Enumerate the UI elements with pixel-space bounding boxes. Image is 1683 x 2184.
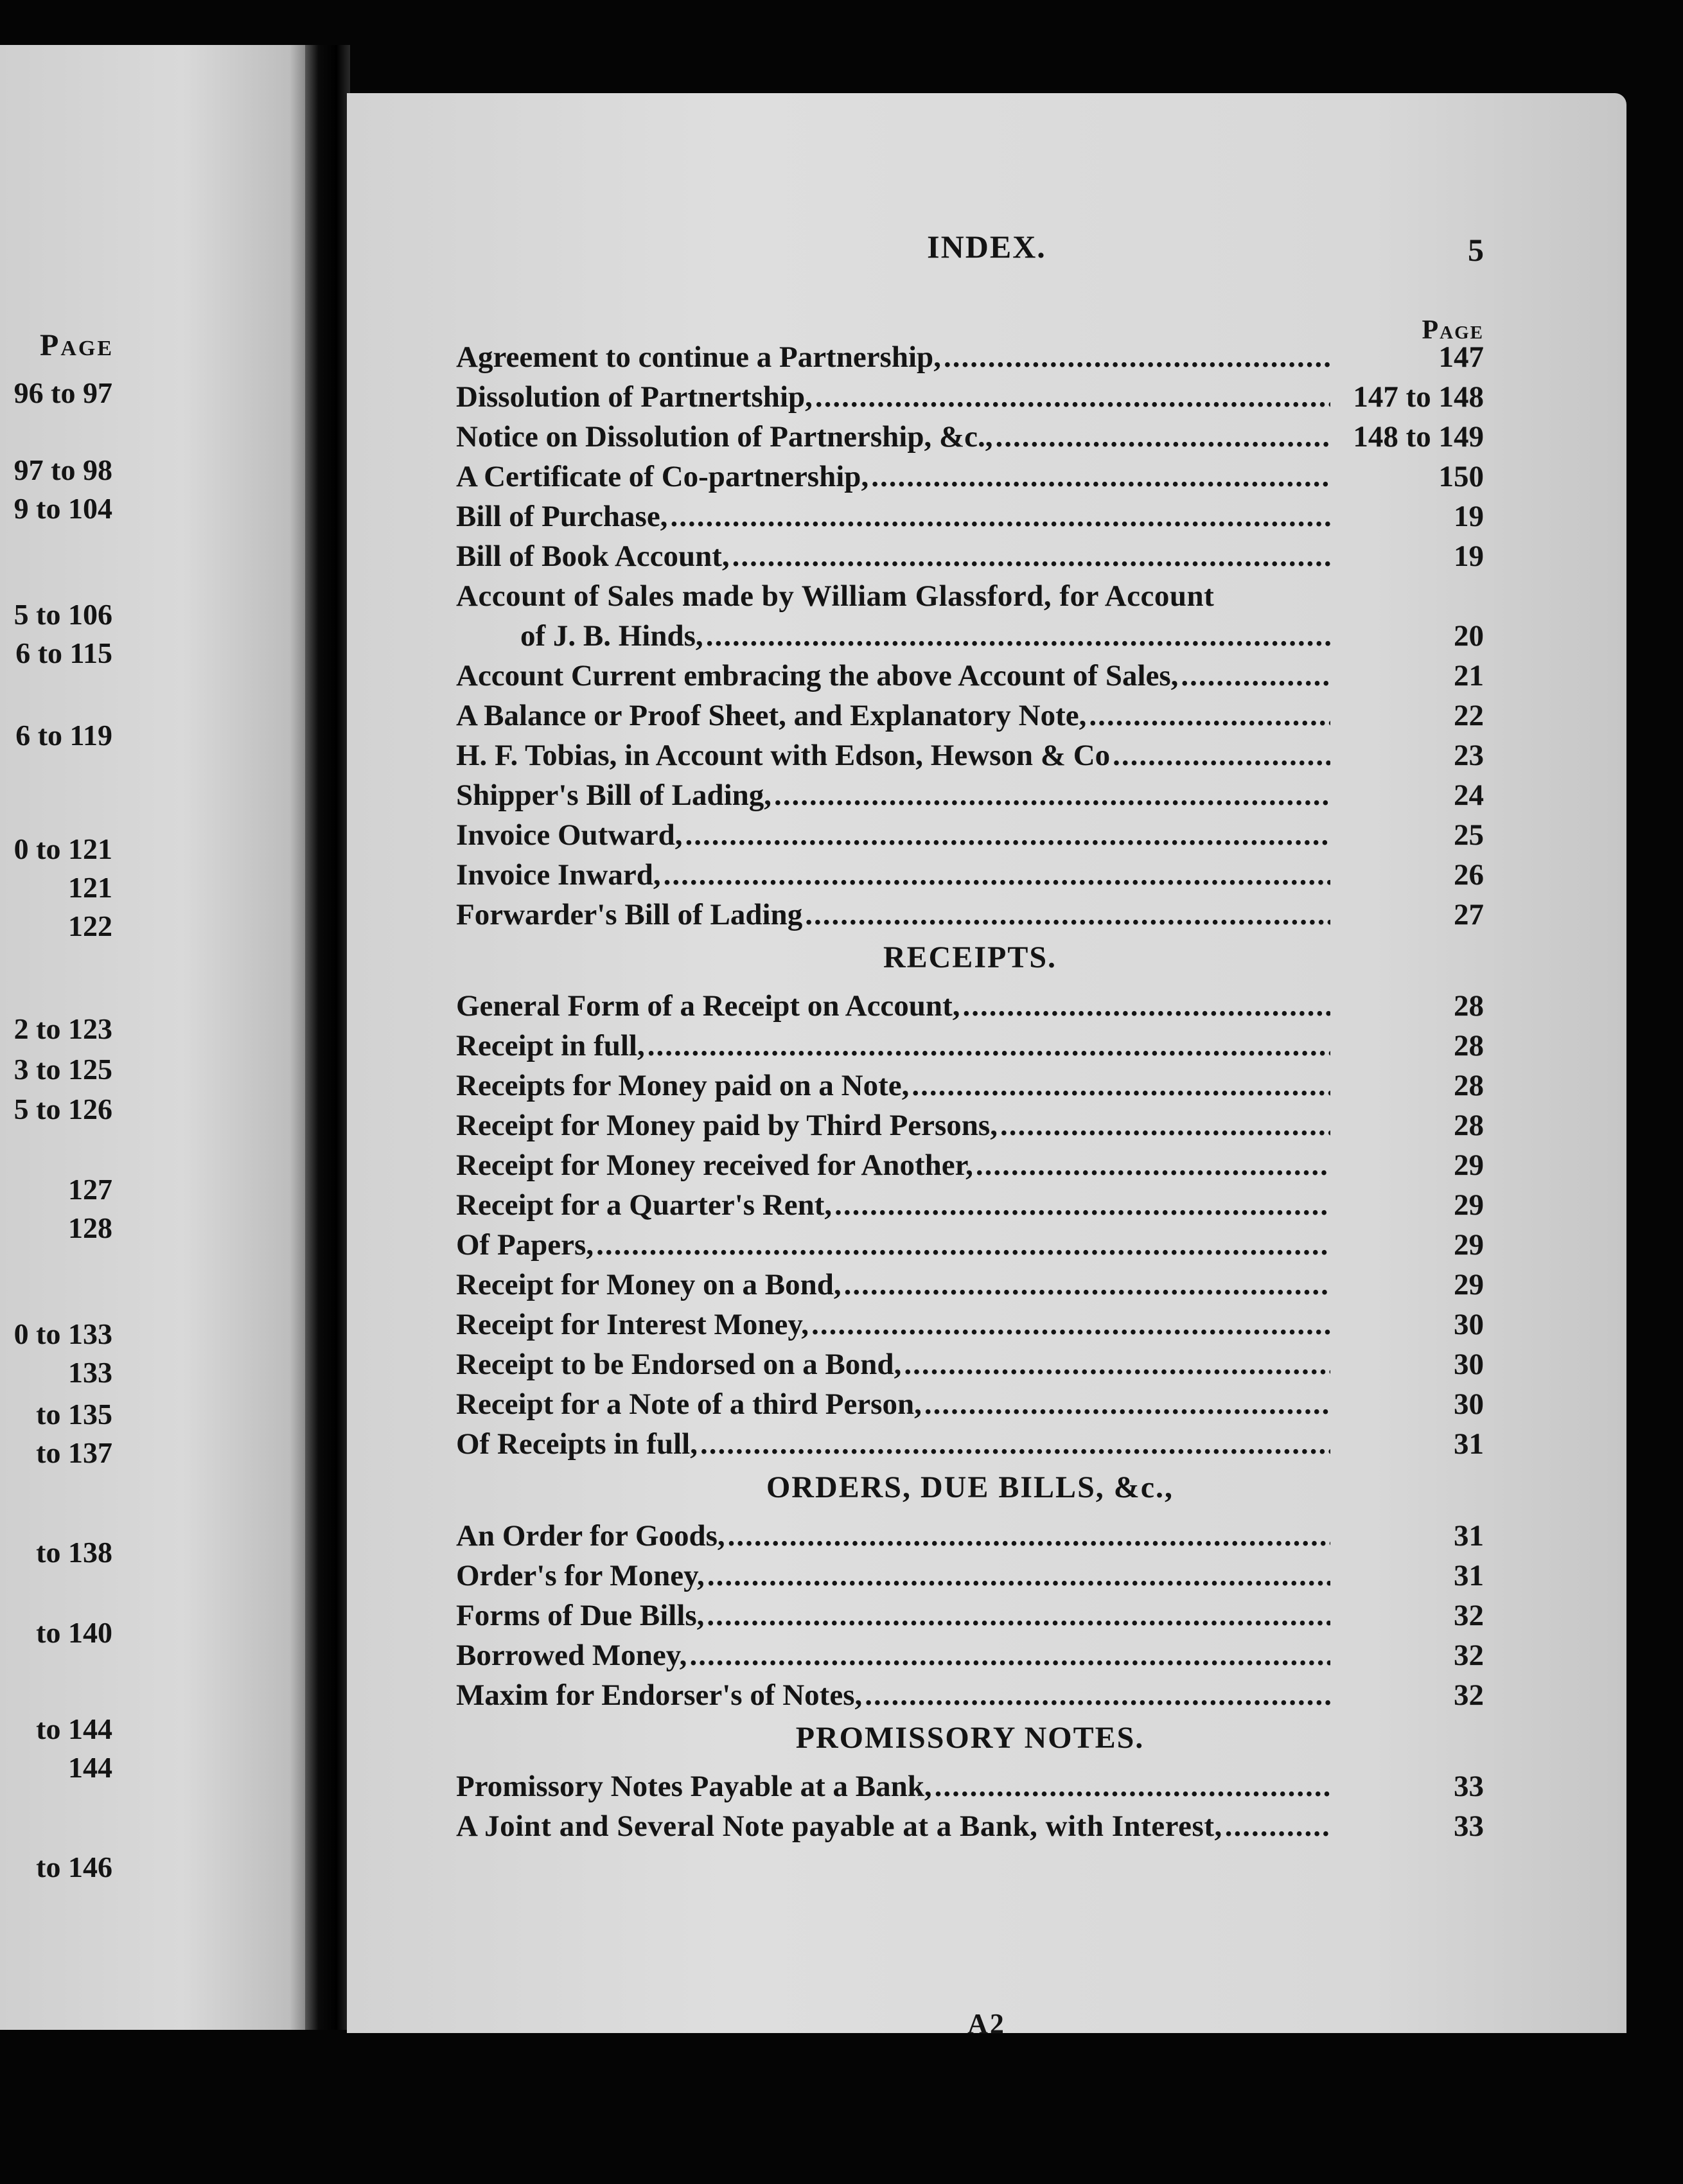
- index-entry: [456, 417, 1484, 457]
- entry-page: 29: [1454, 1149, 1484, 1182]
- dot-leader: [805, 895, 1330, 935]
- left-fragment: 3 to 125: [13, 1053, 112, 1086]
- dot-leader: [774, 775, 1330, 815]
- dot-leader: [912, 1066, 1330, 1105]
- left-fragment: 127: [68, 1173, 112, 1206]
- left-fragment: 133: [68, 1356, 112, 1389]
- dot-leader: [865, 1675, 1330, 1715]
- index-entry: [456, 576, 1484, 616]
- entry-page: 31: [1454, 1427, 1484, 1461]
- dot-leader: [732, 536, 1330, 576]
- entry-title: Receipt to be Endorsed on a Bond,: [456, 1348, 902, 1381]
- entry-page: 30: [1454, 1387, 1484, 1421]
- index-entry: [456, 536, 1484, 576]
- entry-title: Bill of Book Account,: [456, 540, 730, 573]
- dot-leader: [962, 986, 1330, 1026]
- entry-title: A Certificate of Co-partnership,: [456, 460, 869, 493]
- entry-title: Of Papers,: [456, 1228, 594, 1262]
- dot-leader: [871, 457, 1330, 497]
- index-entry: [456, 457, 1484, 497]
- entry-title: Invoice Inward,: [456, 858, 661, 892]
- entry-title: Dissolution of Partnertship,: [456, 380, 813, 414]
- dot-leader: [700, 1424, 1330, 1464]
- index-page: [347, 93, 1626, 2039]
- left-fragment: 122: [68, 910, 112, 942]
- entry-title: of J. B. Hinds,: [520, 619, 703, 653]
- left-fragment: 5 to 126: [13, 1093, 112, 1125]
- entry-page: 23: [1454, 739, 1484, 772]
- entry-title: Shipper's Bill of Lading,: [456, 779, 772, 812]
- index-entry: [456, 1675, 1484, 1715]
- running-head-text: INDEX.: [927, 229, 1046, 265]
- dot-leader: [596, 1225, 1330, 1265]
- entry-title: Account of Sales made by William Glassford, for Account: [456, 579, 1215, 613]
- entry-page: 147 to 148: [1353, 380, 1484, 414]
- dot-leader: [664, 855, 1330, 895]
- entry-title: Agreement to continue a Partnership,: [456, 340, 941, 374]
- entry-page: 29: [1454, 1188, 1484, 1222]
- entry-title: Borrowed Money,: [456, 1639, 687, 1672]
- entry-page: 28: [1454, 1069, 1484, 1102]
- index-entry: [456, 986, 1484, 1026]
- left-fragment: 6 to 119: [15, 719, 112, 752]
- entry-page: 32: [1454, 1599, 1484, 1632]
- entry-title: Of Receipts in full,: [456, 1427, 698, 1461]
- entry-page: 19: [1454, 540, 1484, 573]
- dot-leader: [1225, 1806, 1330, 1846]
- left-fragment: 6 to 115: [15, 637, 112, 669]
- index-entry: [456, 895, 1484, 935]
- index-entry: [456, 1105, 1484, 1145]
- left-page-fragments: [0, 45, 112, 2030]
- entry-page: 24: [1454, 779, 1484, 812]
- entry-title: Receipt for Interest Money,: [456, 1308, 809, 1341]
- dot-leader: [706, 616, 1330, 656]
- index-entry: [456, 1145, 1484, 1185]
- index-entry: [456, 1344, 1484, 1384]
- left-page-label: Page: [40, 328, 114, 362]
- index-entry: [456, 1026, 1484, 1066]
- index-entry: [456, 855, 1484, 895]
- index-entry: [456, 337, 1484, 377]
- entry-title: Receipts for Money paid on a Note,: [456, 1069, 910, 1102]
- running-head: [347, 228, 1626, 265]
- left-fragment: 96 to 97: [13, 376, 112, 409]
- entry-title: Account Current embracing the above Account of Sales,: [456, 659, 1179, 692]
- entry-page: 31: [1454, 1559, 1484, 1592]
- index-entry: [456, 1766, 1484, 1806]
- entry-page: 22: [1454, 699, 1484, 732]
- index-entry: [456, 1384, 1484, 1424]
- entry-page: 28: [1454, 1109, 1484, 1142]
- index-entry: [456, 1556, 1484, 1596]
- index-entry: [456, 1066, 1484, 1105]
- index-entry: [456, 377, 1484, 417]
- dot-leader: [1000, 1105, 1330, 1145]
- left-fragment: 144: [68, 1751, 112, 1784]
- index-entry: [456, 815, 1484, 855]
- entry-title: Receipt in full,: [456, 1029, 645, 1062]
- dot-leader: [976, 1145, 1330, 1185]
- entry-page: 30: [1454, 1308, 1484, 1341]
- dot-leader: [815, 377, 1330, 417]
- left-fragment: 121: [68, 871, 112, 904]
- page-number: 5: [1468, 232, 1484, 268]
- entry-title: Forwarder's Bill of Lading: [456, 898, 803, 931]
- section-heading-receipts: RECEIPTS.: [883, 940, 1057, 974]
- entry-title: Invoice Outward,: [456, 818, 683, 852]
- left-fragment: to 140: [36, 1616, 112, 1649]
- dot-leader: [1181, 656, 1330, 696]
- index-entry: [456, 1265, 1484, 1305]
- dot-leader: [1113, 735, 1330, 775]
- left-fragment: 0 to 133: [13, 1317, 112, 1350]
- entry-page: 32: [1454, 1639, 1484, 1672]
- entry-title: Receipt for Money on a Bond,: [456, 1268, 842, 1301]
- entry-title: Bill of Purchase,: [456, 500, 668, 533]
- left-fragment: 128: [68, 1211, 112, 1244]
- dot-leader: [685, 815, 1331, 855]
- entry-page: 26: [1454, 858, 1484, 892]
- dot-leader: [707, 1556, 1330, 1596]
- entry-title: Receipt for a Note of a third Person,: [456, 1387, 922, 1421]
- left-facing-page: [0, 45, 305, 2030]
- entry-page: 150: [1438, 460, 1484, 493]
- entry-page: 33: [1454, 1770, 1484, 1803]
- entry-page: 20: [1454, 619, 1484, 653]
- dot-leader: [844, 1265, 1330, 1305]
- entry-title: General Form of a Receipt on Account,: [456, 989, 960, 1023]
- dot-leader: [811, 1305, 1330, 1344]
- entry-title: Receipt for Money received for Another,: [456, 1149, 973, 1182]
- entry-title: Promissory Notes Payable at a Bank,: [456, 1770, 932, 1803]
- entry-page: 148 to 149: [1353, 420, 1484, 454]
- index-entry: [456, 1516, 1484, 1556]
- dot-leader: [944, 337, 1330, 377]
- entry-title: Maxim for Endorser's of Notes,: [456, 1678, 863, 1712]
- dot-leader: [707, 1596, 1330, 1635]
- entry-title: H. F. Tobias, in Account with Edson, Hewson & Co: [456, 739, 1111, 772]
- entry-page: 33: [1454, 1810, 1484, 1843]
- dot-leader: [924, 1384, 1330, 1424]
- signature-mark: A2: [967, 2008, 1006, 2039]
- index-entry: [456, 1596, 1484, 1635]
- entry-page: 147: [1438, 340, 1484, 374]
- entry-title: An Order for Goods,: [456, 1519, 725, 1553]
- entry-page: 29: [1454, 1268, 1484, 1301]
- left-fragment: to 146: [36, 1851, 112, 1883]
- entry-title: Receipt for Money paid by Third Persons,: [456, 1109, 998, 1142]
- left-fragment: to 137: [36, 1436, 112, 1469]
- dot-leader: [728, 1516, 1330, 1556]
- index-entry: [456, 735, 1484, 775]
- section-heading-orders: ORDERS, DUE BILLS, &c.,: [766, 1470, 1174, 1504]
- index-entry: [456, 1185, 1484, 1225]
- dot-leader: [904, 1344, 1330, 1384]
- entry-page: 28: [1454, 989, 1484, 1023]
- dot-leader: [935, 1766, 1330, 1806]
- entry-page: 32: [1454, 1678, 1484, 1712]
- left-fragment: 97 to 98: [13, 454, 112, 486]
- entry-page: 29: [1454, 1228, 1484, 1262]
- page-column-label: Page: [1422, 315, 1484, 345]
- entry-title: Order's for Money,: [456, 1559, 705, 1592]
- entry-page: 31: [1454, 1519, 1484, 1553]
- dot-leader: [689, 1635, 1330, 1675]
- dot-leader: [1089, 696, 1330, 735]
- left-fragment: 5 to 106: [13, 598, 112, 631]
- dot-leader: [996, 417, 1330, 457]
- entry-page: 19: [1454, 500, 1484, 533]
- index-entry: [456, 1225, 1484, 1265]
- entry-page: 27: [1454, 898, 1484, 931]
- left-fragment: 0 to 121: [13, 832, 112, 865]
- index-entry: [456, 696, 1484, 735]
- dot-leader: [834, 1185, 1330, 1225]
- entry-title: Receipt for a Quarter's Rent,: [456, 1188, 833, 1222]
- left-fragment: 2 to 123: [13, 1012, 112, 1045]
- dot-leader: [670, 497, 1330, 536]
- entry-page: 21: [1454, 659, 1484, 692]
- entry-title: A Joint and Several Note payable at a Bank, with Interest,: [456, 1810, 1222, 1843]
- book-gutter: [305, 45, 350, 2030]
- left-fragment: to 135: [36, 1398, 112, 1431]
- left-fragment: to 144: [36, 1713, 112, 1745]
- entry-title: Notice on Dissolution of Partnership, &c.,: [456, 420, 993, 454]
- index-entry: [456, 1305, 1484, 1344]
- dot-leader: [648, 1026, 1330, 1066]
- left-fragment: 9 to 104: [13, 492, 112, 525]
- entry-page: 30: [1454, 1348, 1484, 1381]
- entry-page: 28: [1454, 1029, 1484, 1062]
- index-entry: [456, 1424, 1484, 1464]
- index-entry: [456, 656, 1484, 696]
- index-entry: [456, 1635, 1484, 1675]
- entry-title: A Balance or Proof Sheet, and Explanatory Note,: [456, 699, 1087, 732]
- left-fragment: to 138: [36, 1536, 112, 1569]
- section-heading-notes: PROMISSORY NOTES.: [795, 1721, 1145, 1755]
- entry-title: Forms of Due Bills,: [456, 1599, 705, 1632]
- index-entry-continued: [456, 616, 1484, 656]
- entry-page: 25: [1454, 818, 1484, 852]
- index-entry: [456, 775, 1484, 815]
- index-entry: [456, 497, 1484, 536]
- index-entry: [456, 1806, 1484, 1846]
